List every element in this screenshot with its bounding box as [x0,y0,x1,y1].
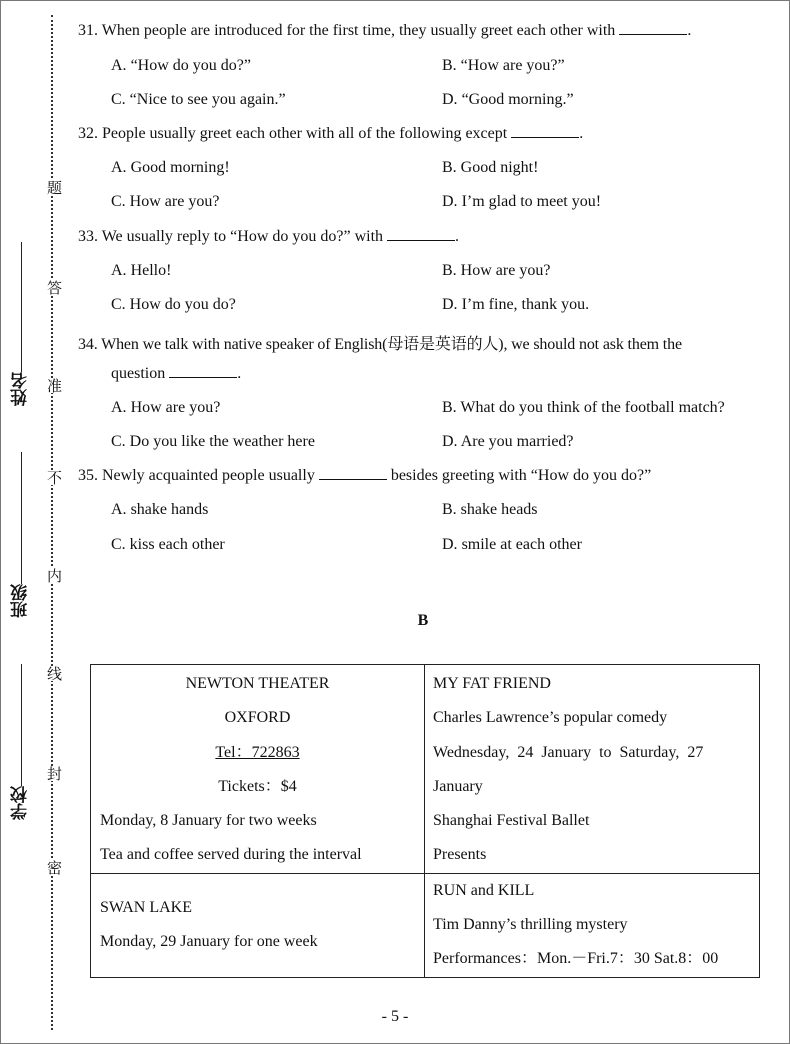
theater-tel: Tel：722863 [215,743,300,761]
show-date-cont: January [433,777,483,795]
name-field[interactable] [8,238,34,406]
option[interactable]: A. shake hands [111,501,209,518]
question-34-cont: question . [111,365,242,382]
option[interactable]: B. shake heads [442,501,538,518]
section-b-title: B [417,612,429,629]
my-fat-friend-cell [425,665,760,874]
class-field[interactable] [8,448,34,618]
show-desc: Tim Danny’s thrilling mystery [433,916,628,934]
show-title: SWAN LAKE [100,898,192,916]
answer-blank[interactable] [511,125,579,138]
seal-char: 题 [41,180,63,195]
option[interactable]: C. kiss each other [111,536,225,553]
show-desc: Charles Lawrence’s popular comedy [433,709,668,727]
option[interactable]: C. Do you like the weather here [111,433,315,450]
theater-note: Tea and coffee served during the interval [100,846,362,864]
seal-char: 准 [41,378,63,393]
seal-char: 不 [41,470,63,485]
option[interactable]: B. “How are you?” [442,57,565,74]
binding-dotted-line [51,15,53,1030]
theater-tickets: Tickets：$4 [218,777,297,795]
option[interactable]: A. Good morning! [111,159,230,176]
option[interactable]: A. “How do you do?” [111,57,251,74]
question-35: 35. Newly acquainted people usually besides greeting with “How do you do?” [78,467,652,484]
show-performances: Performances：Mon.－Fri.7：30 Sat.8：00 [433,950,719,968]
ballet-presents: Presents [433,846,487,864]
option[interactable]: D. “Good morning.” [442,91,574,108]
option[interactable]: B. What do you think of the football match? [442,399,725,416]
show-date: Wednesday, 24 January to Saturday, 27 [433,743,704,761]
run-and-kill-cell [425,873,760,977]
seal-char: 密 [41,860,63,875]
show-title: MY FAT FRIEND [433,675,551,692]
question-33: 33. We usually reply to “How do you do?” with . [78,228,460,245]
option[interactable]: B. Good night! [442,159,539,176]
question-34: 34. When we talk with native speaker of English(母语是英语的人), we should not ask them the [78,336,682,353]
answer-blank[interactable] [169,365,237,378]
question-31: 31. When people are introduced for the first time, they usually greet each other with . [78,22,692,39]
option[interactable]: D. I’m fine, thank you. [442,296,590,313]
swan-lake-cell [91,873,425,977]
answer-blank[interactable] [319,467,387,480]
seal-char: 内 [41,568,63,583]
show-date: Monday, 29 January for one week [100,933,318,951]
theater-city: OXFORD [224,709,291,727]
theater-date: Monday, 8 January for two weeks [100,812,317,830]
seal-char: 线 [41,666,63,681]
option[interactable]: D. Are you married? [442,433,574,450]
option[interactable]: D. I’m glad to meet you! [442,193,602,210]
school-field-label: 学校 [11,786,31,820]
option[interactable]: C. “Nice to see you again.” [111,91,286,108]
newton-theater-cell [91,665,425,874]
class-field-rule [21,452,22,584]
class-field-label: 班级 [11,584,31,618]
option[interactable]: A. How are you? [111,399,221,416]
question-32: 32. People usually greet each other with all of the following except . [78,125,584,142]
show-title: RUN and KILL [433,881,535,899]
school-field-rule [21,664,22,786]
ballet-company: Shanghai Festival Ballet [433,812,590,830]
theater-name: NEWTON THEATER [185,675,330,692]
option[interactable]: D. smile at each other [442,536,582,553]
option[interactable]: A. Hello! [111,262,172,279]
answer-blank[interactable] [387,228,455,241]
option[interactable]: B. How are you? [442,262,551,279]
option[interactable]: C. How are you? [111,193,220,210]
notice-table [90,664,760,978]
answer-blank[interactable] [619,22,687,35]
option[interactable]: C. How do you do? [111,296,236,313]
name-field-rule [21,242,22,372]
seal-char: 答 [41,280,63,295]
name-field-label: 姓名 [11,372,31,406]
page-number: - 5 - [381,1008,409,1025]
seal-char: 封 [41,766,63,781]
school-field[interactable] [8,660,34,820]
